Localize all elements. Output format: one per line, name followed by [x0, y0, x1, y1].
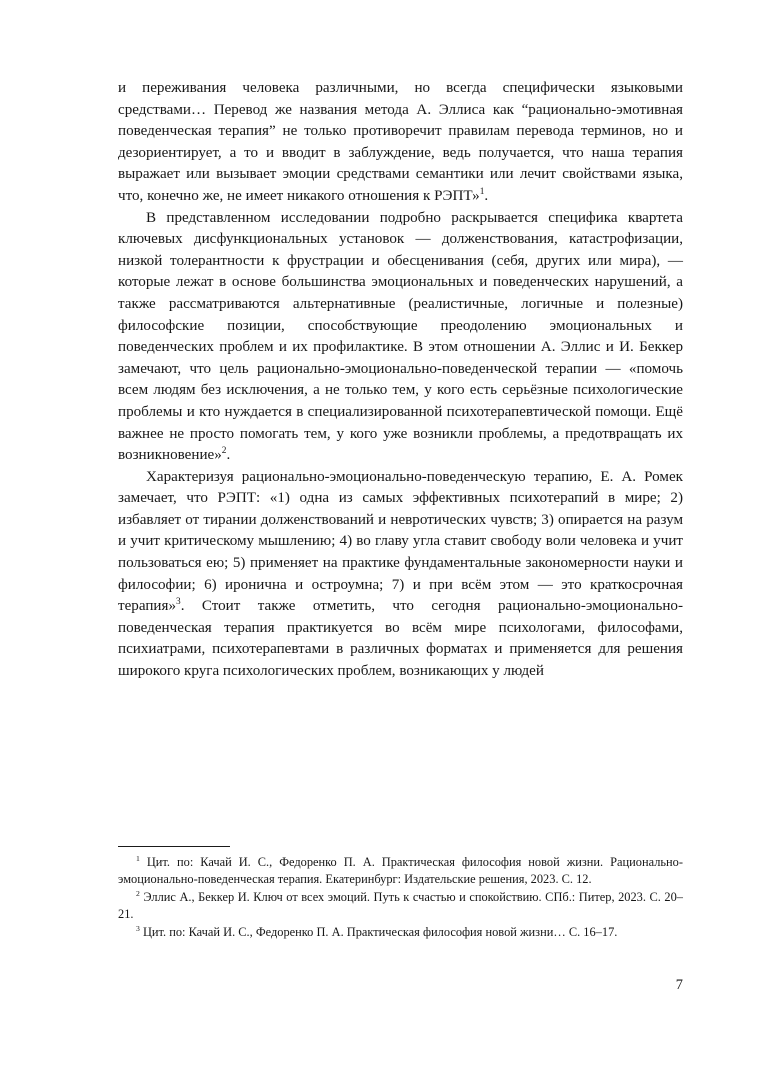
- paragraph-3-tail: . Стоит также отметить, что сегодня рационально-эмоционально-поведенческая терапия практикуется во всём мире психологами, философами, психиатрами, психотерапевтами в различных форматах и применяется для решения широкого круга психологических проблем, возникающих у людей: [118, 598, 683, 680]
- footnote-area: [118, 846, 683, 941]
- paragraph-3: [118, 467, 683, 683]
- paragraph-1: [118, 78, 683, 208]
- footnote-marker-3: 3: [136, 923, 140, 933]
- footnote-text-3: Цит. по: Качай И. С., Федоренко П. А. Практическая философия новой жизни… С. 16–17.: [142, 924, 618, 939]
- paragraph-2-text: В представленном исследовании подробно раскрывается специфика квартета ключевых дисфункциональных установок — долженствования, катастрофизации, низкой толерантности к фрустрации и обесценивания (себя, других или мира), — которые лежат в основе большинства эмоциональных и поведенческих нарушений, а также рассматриваются альтернативные (реалистичные, логичные и полезные) философские позиции, способствующие преодолению эмоциональных и поведенческих проблем и их профилактике. В этом отношении А. Эллис и И. Беккер замечают, что цель рационально-эмоционально-поведенческой терапии — «помочь всем людям без исключения, а не только тем, у кого есть серьёзные психологические проблемы и кто нуждается в специализированной психотерапевтической помощи. Ещё важнее не просто помогать тем, у кого уже возникли проблемы, а предотвращать их возникновение»: [118, 209, 683, 464]
- page-body: [118, 78, 683, 683]
- footnote-separator-rule: [118, 846, 230, 847]
- footnote-item-3: [118, 924, 683, 941]
- footnote-list: [118, 854, 683, 941]
- paragraph-3-text: Характеризуя рационально-эмоционально-поведенческую терапию, Е. А. Ромек замечает, что РЭПТ: «1) одна из самых эффективных психотерапий в мире; 2) избавляет от тирании долженствований и невротических чувств; 3) опирается на разум и учит критическому мышлению; 4) во главу угла ставит свободу воли человека и учит пользоваться ею; 5) применяет на практике фундаментальные закономерности науки и философии; 6) иронична и остроумна; 7) и при всём этом — это краткосрочная терапия»: [118, 468, 683, 615]
- paragraph-1-text: и переживания человека различными, но всегда специфически языковыми средствами… Перевод же названия метода А. Эллиса как “рационально-эмотивная поведенческая терапия” не только противоречит правилам перевода терминов, но и дезориентирует, а то и вводит в заблуждение, ведь получается, что наша терапия выражает или вызывает эмоции средствами семантики или лечит свойствами языка, что, конечно же, не имеет никакого отношения к РЭПТ»: [118, 80, 683, 204]
- page-number: 7: [675, 977, 683, 993]
- paragraph-2-tail: .: [226, 447, 231, 464]
- footnote-marker-1: 1: [136, 853, 140, 863]
- footnote-item-1: [118, 854, 683, 889]
- footnote-ref-1[interactable]: 1: [479, 186, 485, 197]
- paragraph-1-tail: .: [484, 187, 489, 204]
- footnote-item-2: [118, 889, 683, 924]
- footnote-ref-3[interactable]: 3: [176, 597, 181, 608]
- footnote-text-2: Эллис А., Беккер И. Ключ от всех эмоций. Путь к счастью и спокойствию. СПб.: Питер, 2023. С. 20–21.: [118, 889, 683, 922]
- footnote-marker-2: 2: [136, 888, 140, 898]
- footnote-text-1: Цит. по: Качай И. С., Федоренко П. А. Практическая философия новой жизни. Рационально-эмоционально-поведенческая терапия. Екатеринбург: Издательские решения, 2023. С. 12.: [118, 855, 683, 887]
- paragraph-2: [118, 208, 683, 467]
- footnote-ref-2[interactable]: 2: [221, 446, 227, 457]
